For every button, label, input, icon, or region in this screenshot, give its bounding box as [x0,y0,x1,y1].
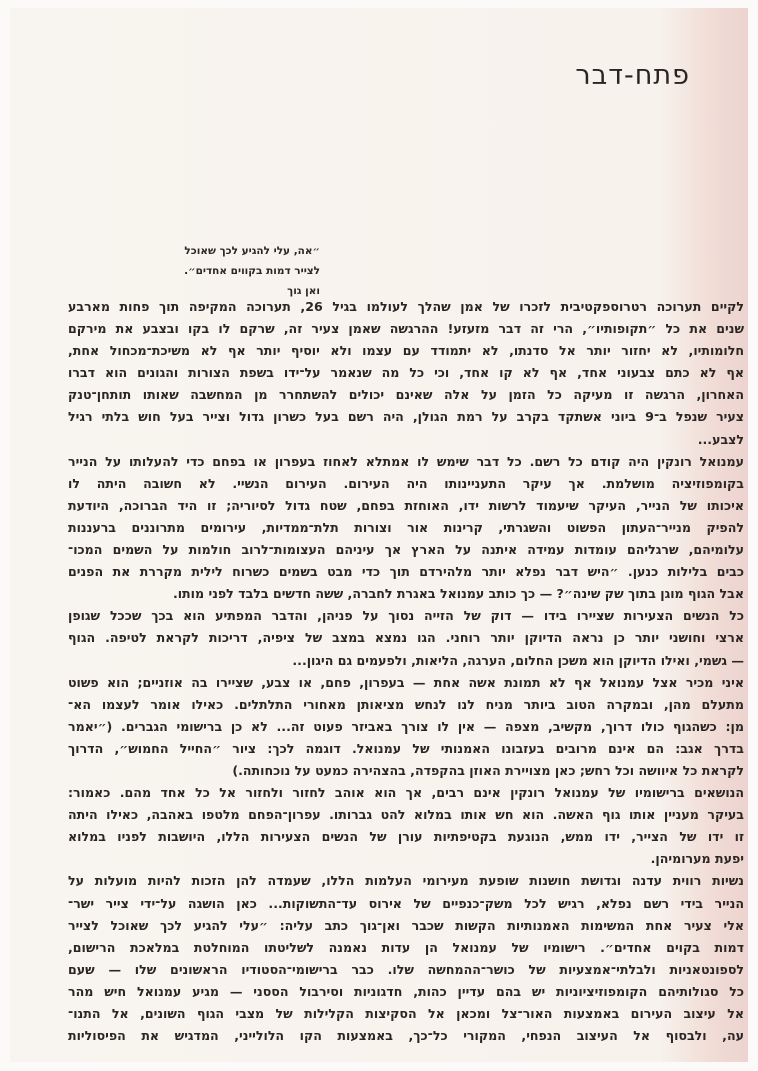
body-line: איני מכיר אצל עמנואל אף לא תמונת אשה אחת — בעפרון, פחם, או צבע, שציירו בה אוזניים; הוא פשוט [68,674,744,690]
body-line: כבים בלילות כנען. ״היש דבר נפלא יותר מלהירדם תוך כדי מבט בשמים כשרוח לילית מקררת את הפנים [68,564,744,580]
body-line: לקראת כל איוושה וכל רחש; כאן מצויירת האוזן בהקפדה, בהצהירה כמעט על נוכחותה.) [232,762,744,778]
epigraph-line: ״אה, עלי להגיע לכך שאוכל [184,245,320,257]
body-line: לספונטאניות ולבלתי־אמצעיות של כושר־ההמחשה שלו. כבר ברישומי־הסטודיו הראשונים שלו — שעם [68,961,744,977]
body-line: נשיות רווית עדנה וגדושת חושנות שופעת מעירומי העלמות הללו, שעמדה להן הזכות להיות מועלות על [68,873,744,889]
body-line: לצבע... [697,431,744,447]
body-line: בעיקר מעניין אותו גוף האשה. הוא חש אותו במלוא להט גברותו. עפרון־הפחם מלטפו באהבה, כאילו היתה [68,807,744,823]
body-line: יפעת מערומיהן. [650,851,744,867]
body-line: אלי צעיר אחת המשימות האמנותיות הקשות שכבר ואן־גוך כתב עליה: ״עלי להגיע לכך שאוכל לצייר [68,917,744,933]
body-line: הנייר בידי רשם נפלא, רגיש לכל משק־כנפיים של אירוס עד־התשוקות... כאן הושגה על־ידי צייר ישר־ [68,895,744,911]
epigraph-quote [184,241,320,301]
body-line: ארצי וחושני יותר כן נראה הדיוקן יותר רוחני. הגו נמצא במצב של ציפיה, דריכות לקראת לטיפה. הגוף [68,630,744,646]
body-line: איכותו של הנייר, העיקר שיעמוד לרשות ידו, האוחזת בפחם, שטח גדול לסיוריה; זו היד הברוכה, היודעת [68,497,744,513]
body-line: מתעלם מהן, ובמקרה הטוב ביותר מניח לנו לנחש מציאותן מאחורי התלתלים. כאילו אומר לעצמו הא־ [68,696,744,712]
body-line: עמנואל רונקין היה קודם כל רשם. כל דבר שימש לו אמתלא לאחוז בעפרון או בפחם כדי להעלותו על הנייר [68,453,744,469]
body-line: מן: כשהגוף כולו דרוך, מקשיב, מצפה — אין לו צורך באביזר פעוט זה... לא כן ברישומי הגברים. (״יאמר [68,718,744,734]
body-line: צעיר שנפל ב־9 ביוני אשתקד בקרב על רמת הגולן, היה רשם בעל כשרון גדול וצייר בעל חוש בלתי רגיל [68,409,744,425]
body-line: לקיים תערוכה רטרוספקטיבית לזכרו של אמן שהלך לעולמו בגיל 26, תערוכה המקיפה תוך פחות מארבע [68,299,744,314]
body-line: כל הנשים הצעירות שציירו בידו — דוק של הזייה נסוך על פניהן, והדבר המפתיע הוא בכך שככל שגופן [68,608,744,624]
body-line: בקומפוזיציה מושלמת. אך עיקר התעניינותו היה העירום. העירום הנשיי. לא חשובה היתה לו [68,475,744,491]
body-line: עה, ולבסוף אל העיצוב הנפחי, המקורי כל־כך, באמצעות הקו הלולייני, המדגיש את הפיסוליות [68,1028,744,1044]
body-line: זו ידו של הצייר, ידו ממש, הנוגעת בקטיפתיות עורן של הנשים הצעירות הללו, היושבות לפניו במלוא [68,829,744,845]
page-title: פתח-דבר [575,60,690,91]
scanned-page [10,8,748,1062]
body-line: כל סגולותיהם הקומפוזיציוניות יש בהם עדיין כהות, חדגוניות וסירבול הססני — מגיע עמנואל חיש מהר [68,983,744,999]
body-line: חלומותיו, לא יחזור יותר אל סדנתו, לא יתמודד עם עצמו ולא יוסיף יותר אף לא משיכת־מכחול אחת, [68,343,744,359]
body-line: אל עיצוב העירום באמצעות האור־צל ומכאן אל הסקיצות הקלילות של מצבי הגוף השונים, אל התנו־ [68,1006,744,1021]
body-line: אבל הגוף מוגן בתוך שק שינה״? — כך כותב עמנואל באגרת לחברה, ששה חדשים בלבד לפני מותו. [172,586,744,602]
body-line: שנים את כל ״תקופותיו״, הרי זה דבר מזעזע! ההרגשה שאמן צעיר זה, שרקם לו בקו ובצבע את מירקם [68,321,744,337]
body-line: עלומיהם, שרגליהם עומדות עמידה איתנה על הארץ אך עיניהם העצומות־לרוב חולמות על השמים המכו־ [68,542,744,558]
body-line: דמות בקוים אחדים״. רישומיו של עמנואל הן עדות נאמנה לשליטתו המוחלטת במלאכת הרישום, [68,939,744,955]
body-text [68,296,744,1047]
body-line: האחרון, הרגשה זו מעיקה כל הזמן על אלה שאינם יכולים להשתחרר מן המחשבה שאותו תותחן־טנק [68,387,744,403]
epigraph-line: לצייר דמות בקווים אחדים״. [184,265,320,277]
body-line: — גשמי, ואילו הדיוקן הוא משכן החלום, הערגה, הליאות, ולפעמים גם היגון... [292,652,744,668]
body-line: בדרך אגב: הם אינם מרובים בעזבונו האמנותי של עמנואל. דוגמה לכך: ציור ״החייל החמוש״, הדרוך [68,740,744,756]
body-line: אף לא כתם צבעוני אחד, אף לא קו אחד, וכי כל מה שנאמר על־ידו בשפת הצורות והגונים הוא דברו [68,365,744,381]
epigraph-attribution: ואן גוך [287,285,320,297]
body-line: הנושאים ברישומיו של עמנואל רונקין אינם רבים, אך הוא אוהב לחזור ולחזור אל כל אחד מהם. כאמור: [68,785,744,801]
body-line: להפיק מנייר־העתון הפשוט והשגרתי, קרינות אור וצורות תלת־ממדיות, עירומים מתרוננים ברעננות [68,519,744,535]
